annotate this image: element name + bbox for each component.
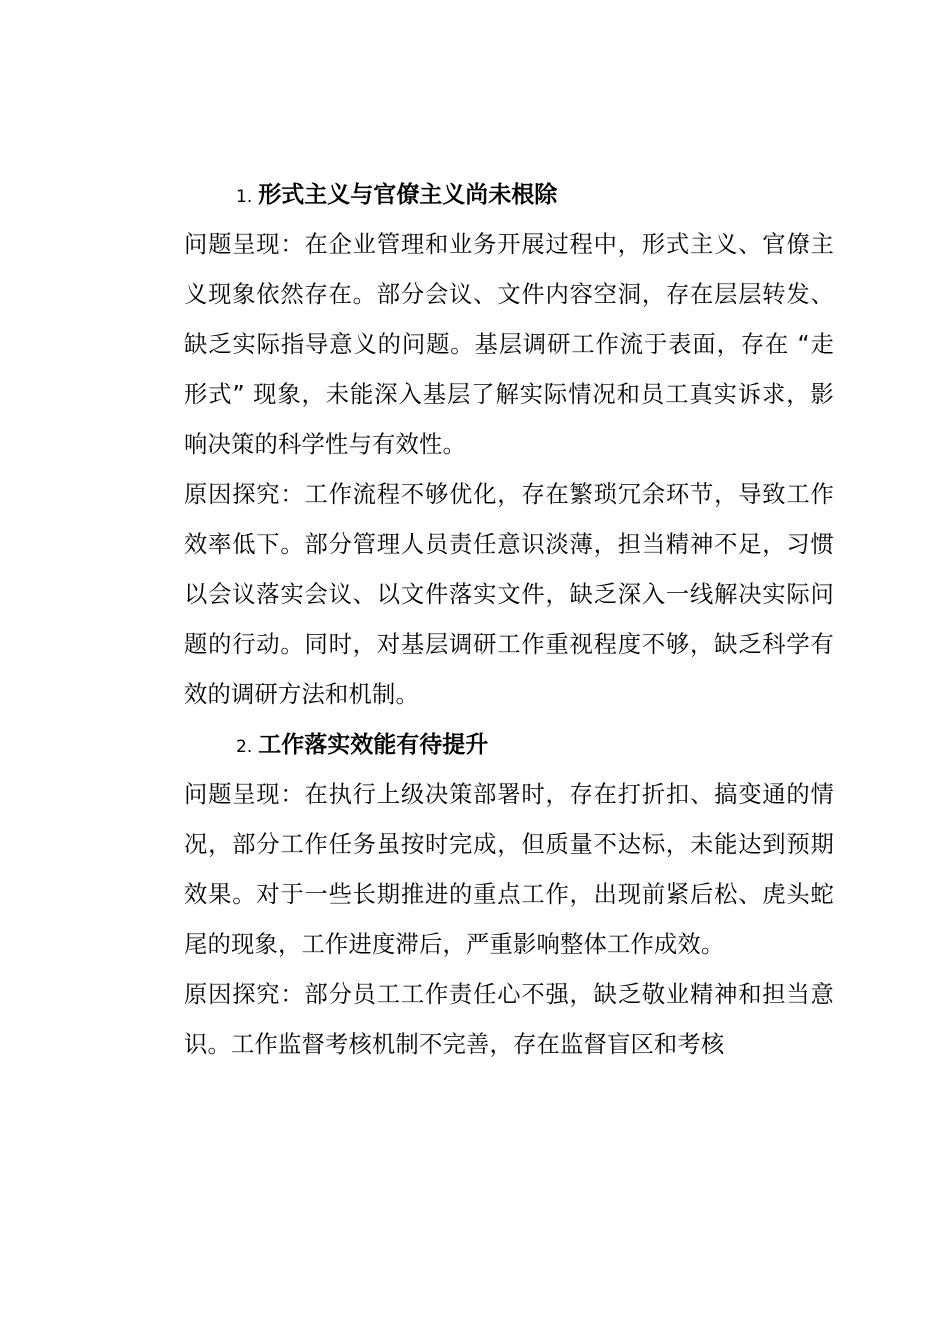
section-number-2: 2.	[236, 737, 253, 757]
section-title-2: 工作落实效能有待提升	[258, 732, 489, 758]
document-body	[184, 170, 834, 1070]
section-1-problem-paragraph: 问题呈现：在企业管理和业务开展过程中，形式主义、官僚主义现象依然存在。部分会议、文件内容空洞，存在层层转发、缺乏实际指导意义的问题。基层调研工作流于表面，存在 “走形式” 现象，未能深入基层了解实际情况和员工真实诉求，影响决策的科学性与有效性。	[184, 231, 834, 458]
section-heading-1	[184, 170, 834, 220]
section-heading-2	[184, 720, 834, 770]
section-number-1: 1.	[236, 187, 253, 207]
section-2-cause-paragraph: 原因探究：部分员工工作责任心不强，缺乏敬业精神和担当意识。工作监督考核机制不完善，存在监督盲区和考核	[184, 981, 834, 1058]
section-2-problem-paragraph: 问题呈现：在执行上级决策部署时，存在打折扣、搞变通的情况，部分工作任务虽按时完成，但质量不达标，未能达到预期效果。对于一些长期推进的重点工作，出现前紧后松、虎头蛇尾的现象，工作进度滞后，严重影响整体工作成效。	[184, 781, 834, 958]
section-title-1: 形式主义与官僚主义尚未根除	[258, 182, 558, 208]
section-1-cause-paragraph: 原因探究：工作流程不够优化，存在繁琐冗余环节，导致工作效率低下。部分管理人员责任意识淡薄，担当精神不足，习惯以会议落实会议、以文件落实文件，缺乏深入一线解决实际问题的行动。同时，对基层调研工作重视程度不够，缺乏科学有效的调研方法和机制。	[184, 481, 834, 708]
